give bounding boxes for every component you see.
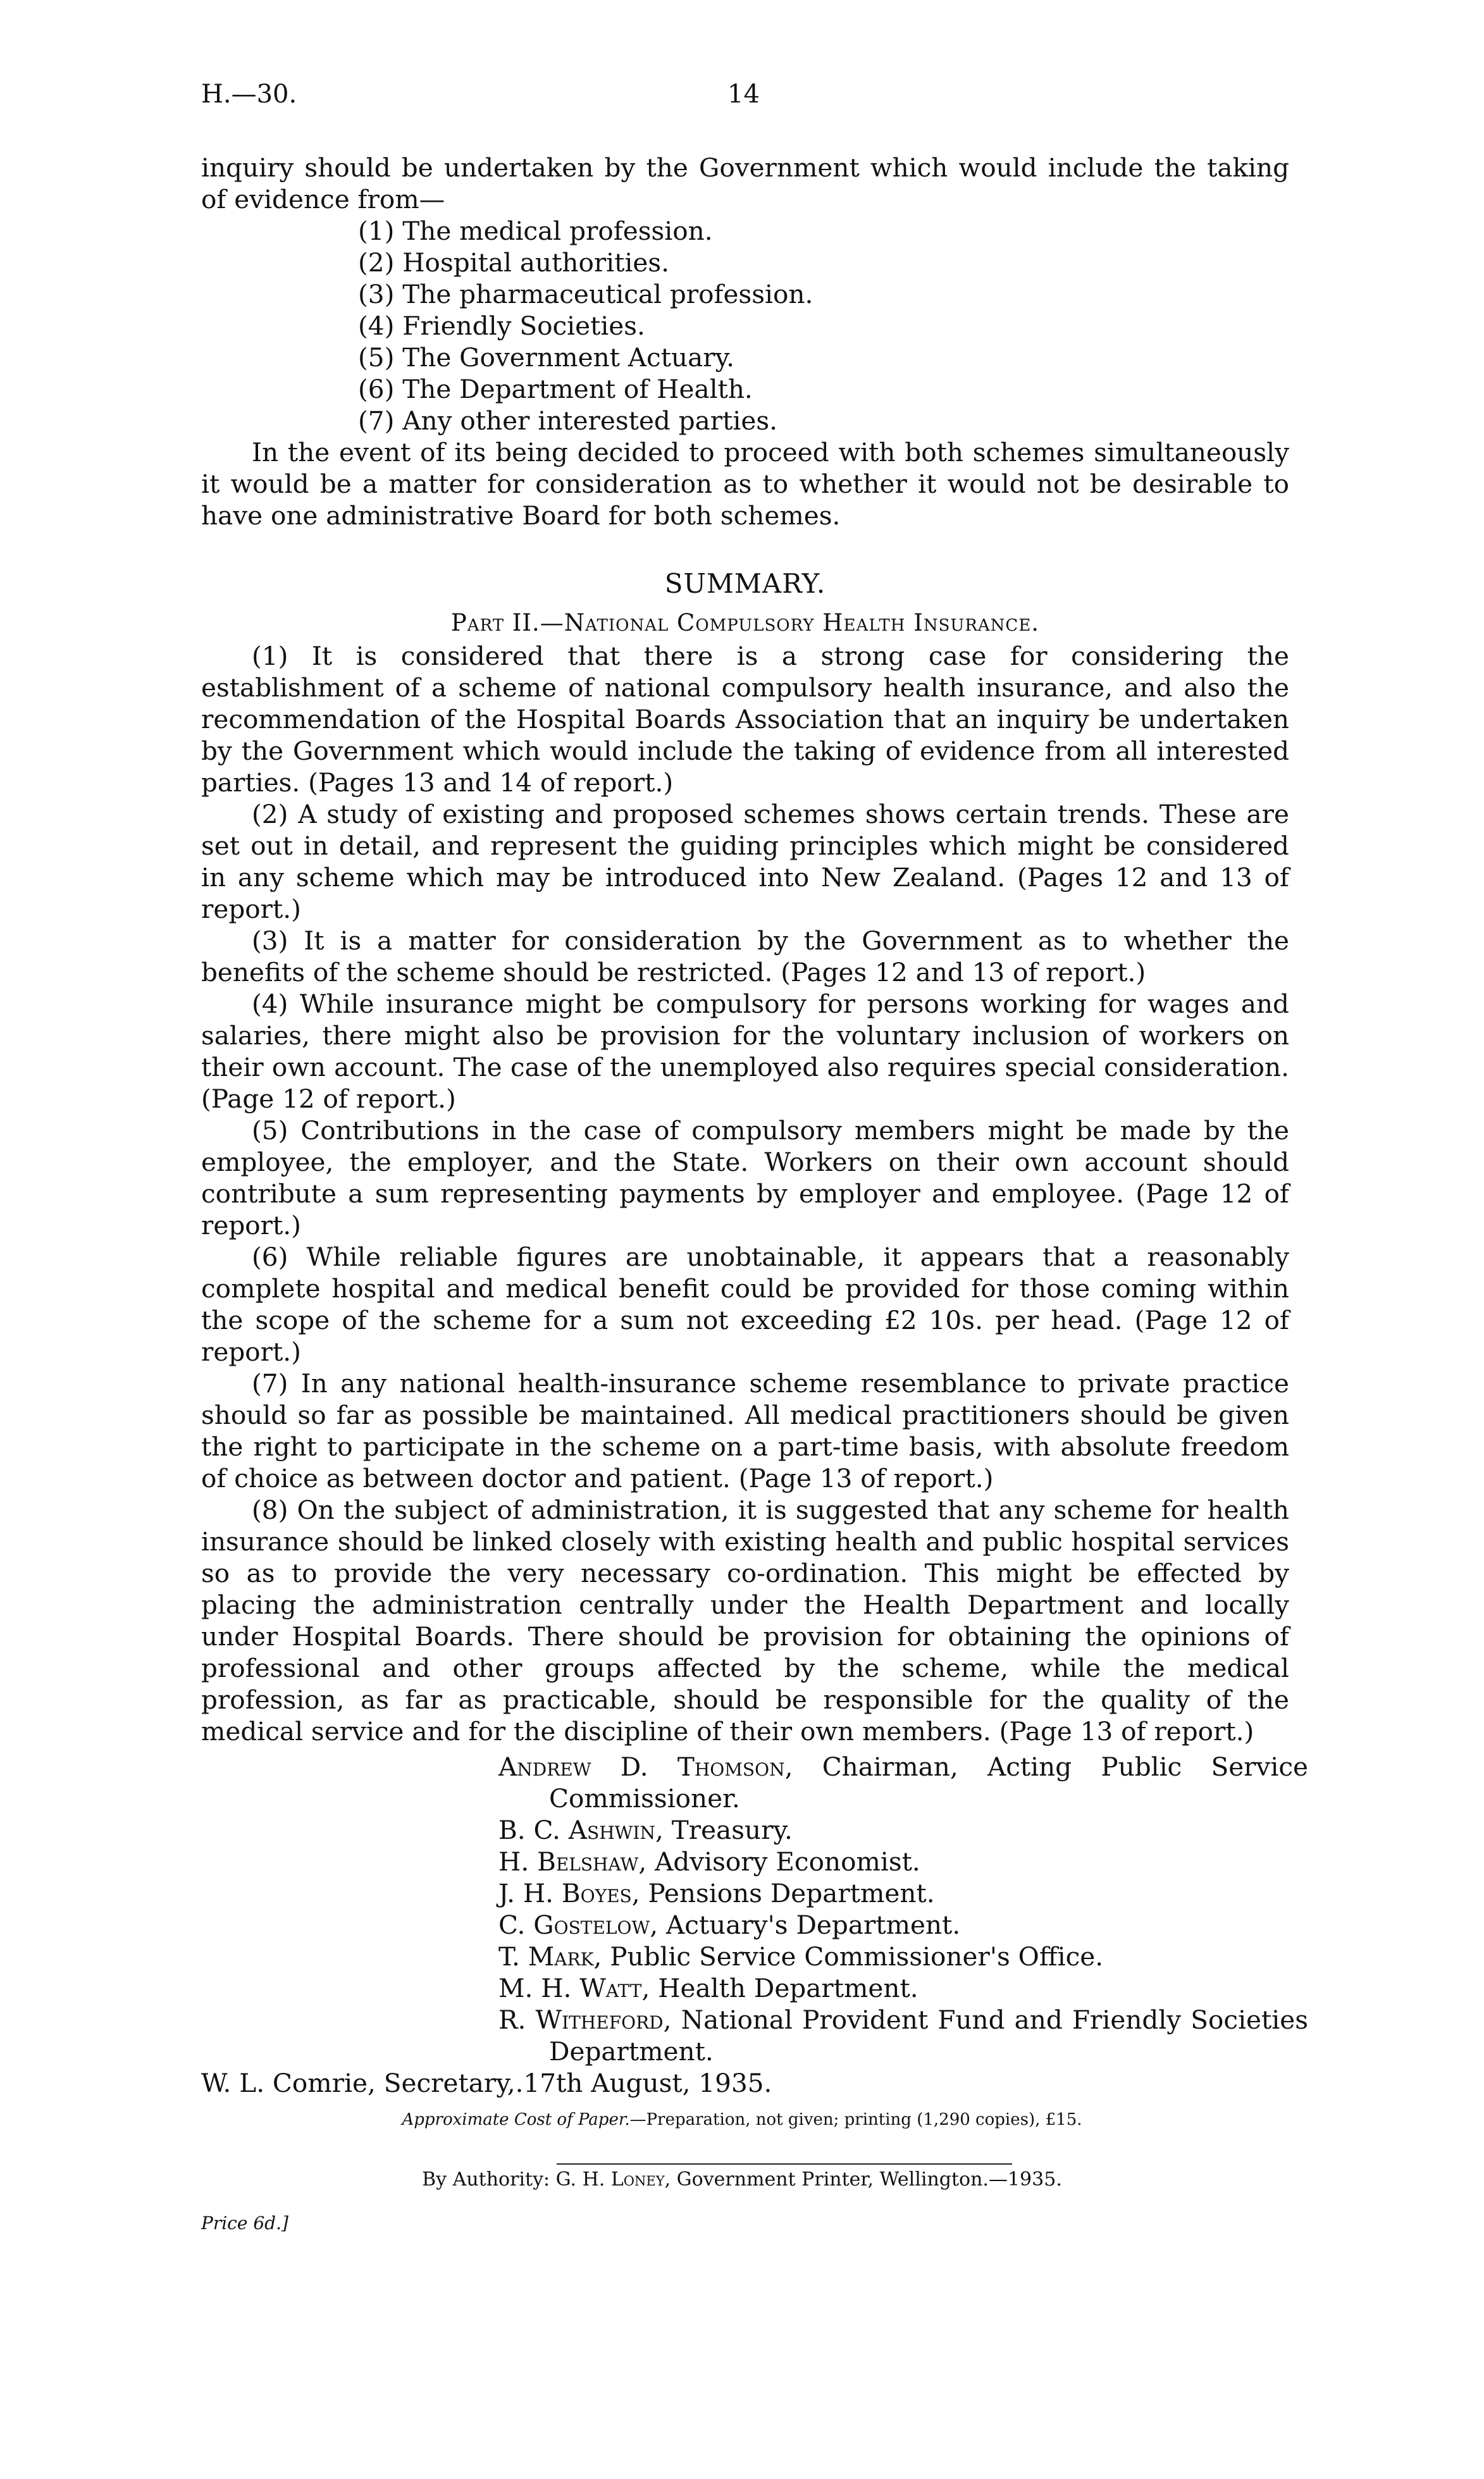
secretary-line: W. L. Comrie, Secretary,.17th August, 1935.: [201, 2068, 772, 2098]
summary-paragraph: (6) While reliable figures are unobtainable, it appears that a reasonably complete hospital and medical benefit could be provided for those coming within the scope of the scheme for a sum not exceeding £2 10s. per head. (Page 12 of report.): [201, 1242, 1289, 1367]
signatory-name: C. Gostelow: [498, 1910, 650, 1940]
signatory-name: H. Belshaw: [498, 1846, 639, 1877]
intro-closing-paragraph: In the event of its being decided to proceed with both schemes simultaneously it would be a matter for consideration as to whether it would not be desirable to have one administrative Board for both schemes.: [201, 437, 1289, 531]
summary-subtitle: Part II.—National Compulsory Health Insurance.: [450, 609, 1040, 636]
summary-paragraph: (1) It is considered that there is a strong case for considering the establishment of a scheme of national compulsory health insurance, and also the recommendation of the Hospital Boards Association that an inquiry be undertaken by the Government which would include the taking of evidence from all interested parties. (Pages 13 and 14 of report.): [201, 641, 1289, 798]
signatory-role: , Public Service Commissioner's Office.: [593, 1941, 1104, 1972]
authority-suffix: , Government Printer, Wellington.—1935.: [664, 2168, 1062, 2191]
summary-paragraph: (5) Contributions in the case of compulsory members might be made by the employee, the employer, and the State. Workers on their own account should contribute a sum representing payments by employer and employee. (Page 12 of report.): [201, 1115, 1289, 1240]
list-item: (4) Friendly Societies.: [358, 311, 645, 341]
list-item: (1) The medical profession.: [358, 216, 713, 246]
signatory-name: Andrew D. Thomson: [498, 1752, 785, 1782]
printer-authority: [0, 2168, 1484, 2191]
signatory-role: , Advisory Economist.: [638, 1846, 920, 1877]
cost-text: —Preparation, not given; printing (1,290 copies), £15.: [629, 2110, 1082, 2129]
cost-of-paper: [0, 2110, 1484, 2129]
signatory-role: , Pensions Department.: [631, 1878, 935, 1908]
document-code: H.—30.: [201, 80, 297, 109]
intro-paragraph: inquiry should be undertaken by the Government which would include the taking of evidence from—: [201, 152, 1289, 214]
printer-name: Loney: [610, 2168, 665, 2191]
authority-prefix: By Authority: G. H.: [422, 2168, 611, 2191]
summary-paragraph: (4) While insurance might be compulsory for persons working for wages and salaries, there might also be provision for the voluntary inclusion of workers on their own account. The case of the unemployed also requires special consideration. (Page 12 of report.): [201, 989, 1289, 1114]
signatory: [498, 1972, 1308, 2004]
signatory-role: , Actuary's Department.: [650, 1910, 961, 1940]
signatory: [498, 1814, 1308, 1846]
list-item: (5) The Government Actuary.: [358, 342, 734, 373]
body-text: [201, 152, 1309, 2099]
signatory-list: [498, 1751, 1309, 2067]
evidence-list: [201, 215, 1289, 436]
signatory-role: , National Provident Fund and Friendly Societies Department.: [549, 2005, 1308, 2067]
price-label: Price 6d.]: [201, 2213, 288, 2234]
list-item: (7) Any other interested parties.: [358, 405, 777, 436]
signatory-name: R. Witheford: [498, 2005, 664, 2035]
page-number: 14: [727, 80, 760, 109]
signatory: [498, 1877, 1308, 1909]
signatory-role: , Health Department.: [641, 1973, 918, 2003]
cost-label: Approximate Cost of Paper.: [402, 2110, 630, 2129]
signatory: [498, 1846, 1308, 1877]
list-item: (3) The pharmaceutical profession.: [358, 279, 813, 309]
signatory: [498, 1751, 1308, 1814]
divider: [557, 2163, 1012, 2165]
signatory-role: , Treasury.: [655, 1815, 793, 1845]
summary-title: SUMMARY.: [664, 568, 826, 599]
summary-paragraph: (2) A study of existing and proposed schemes shows certain trends. These are set out in detail, and represent the guiding principles which might be considered in any scheme which may be introduced into New Zealand. (Pages 12 and 13 of report.): [201, 799, 1289, 924]
summary-paragraph: (3) It is a matter for consideration by the Government as to whether the benefits of the scheme should be restricted. (Pages 12 and 13 of report.): [201, 925, 1289, 987]
signatory: [498, 2004, 1308, 2067]
signatory-name: M. H. Watt: [498, 1973, 642, 2003]
summary-paragraph: (7) In any national health-insurance scheme resemblance to private practice should so far as possible be maintained. All medical practitioners should be given the right to participate in the scheme on a part-time basis, with absolute freedom of choice as between doctor and patient. (Page 13 of report.): [201, 1368, 1289, 1493]
list-item: (6) The Department of Health.: [358, 374, 753, 404]
signatory: [498, 1909, 1308, 1941]
signatory-name: B. C. Ashwin: [498, 1815, 655, 1845]
signatory-name: J. H. Boyes: [498, 1878, 632, 1908]
signatory: [498, 1941, 1308, 1972]
list-item: (2) Hospital authorities.: [358, 247, 669, 278]
summary-paragraph: (8) On the subject of administration, it is suggested that any scheme for health insurance should be linked closely with existing health and public hospital services so as to provide the very necessary co-ordination. This might be effected by placing the administration centrally under the Health Department and locally under Hospital Boards. There should be provision for obtaining the opinions of professional and other groups affected by the scheme, while the medical profession, as far as practicable, should be responsible for the quality of the medical service and for the discipline of their own members. (Page 13 of report.): [201, 1495, 1289, 1746]
signatory-name: T. Mark: [498, 1941, 594, 1972]
signatory-role: , Chairman, Acting Public Service Commissioner.: [549, 1752, 1309, 1814]
